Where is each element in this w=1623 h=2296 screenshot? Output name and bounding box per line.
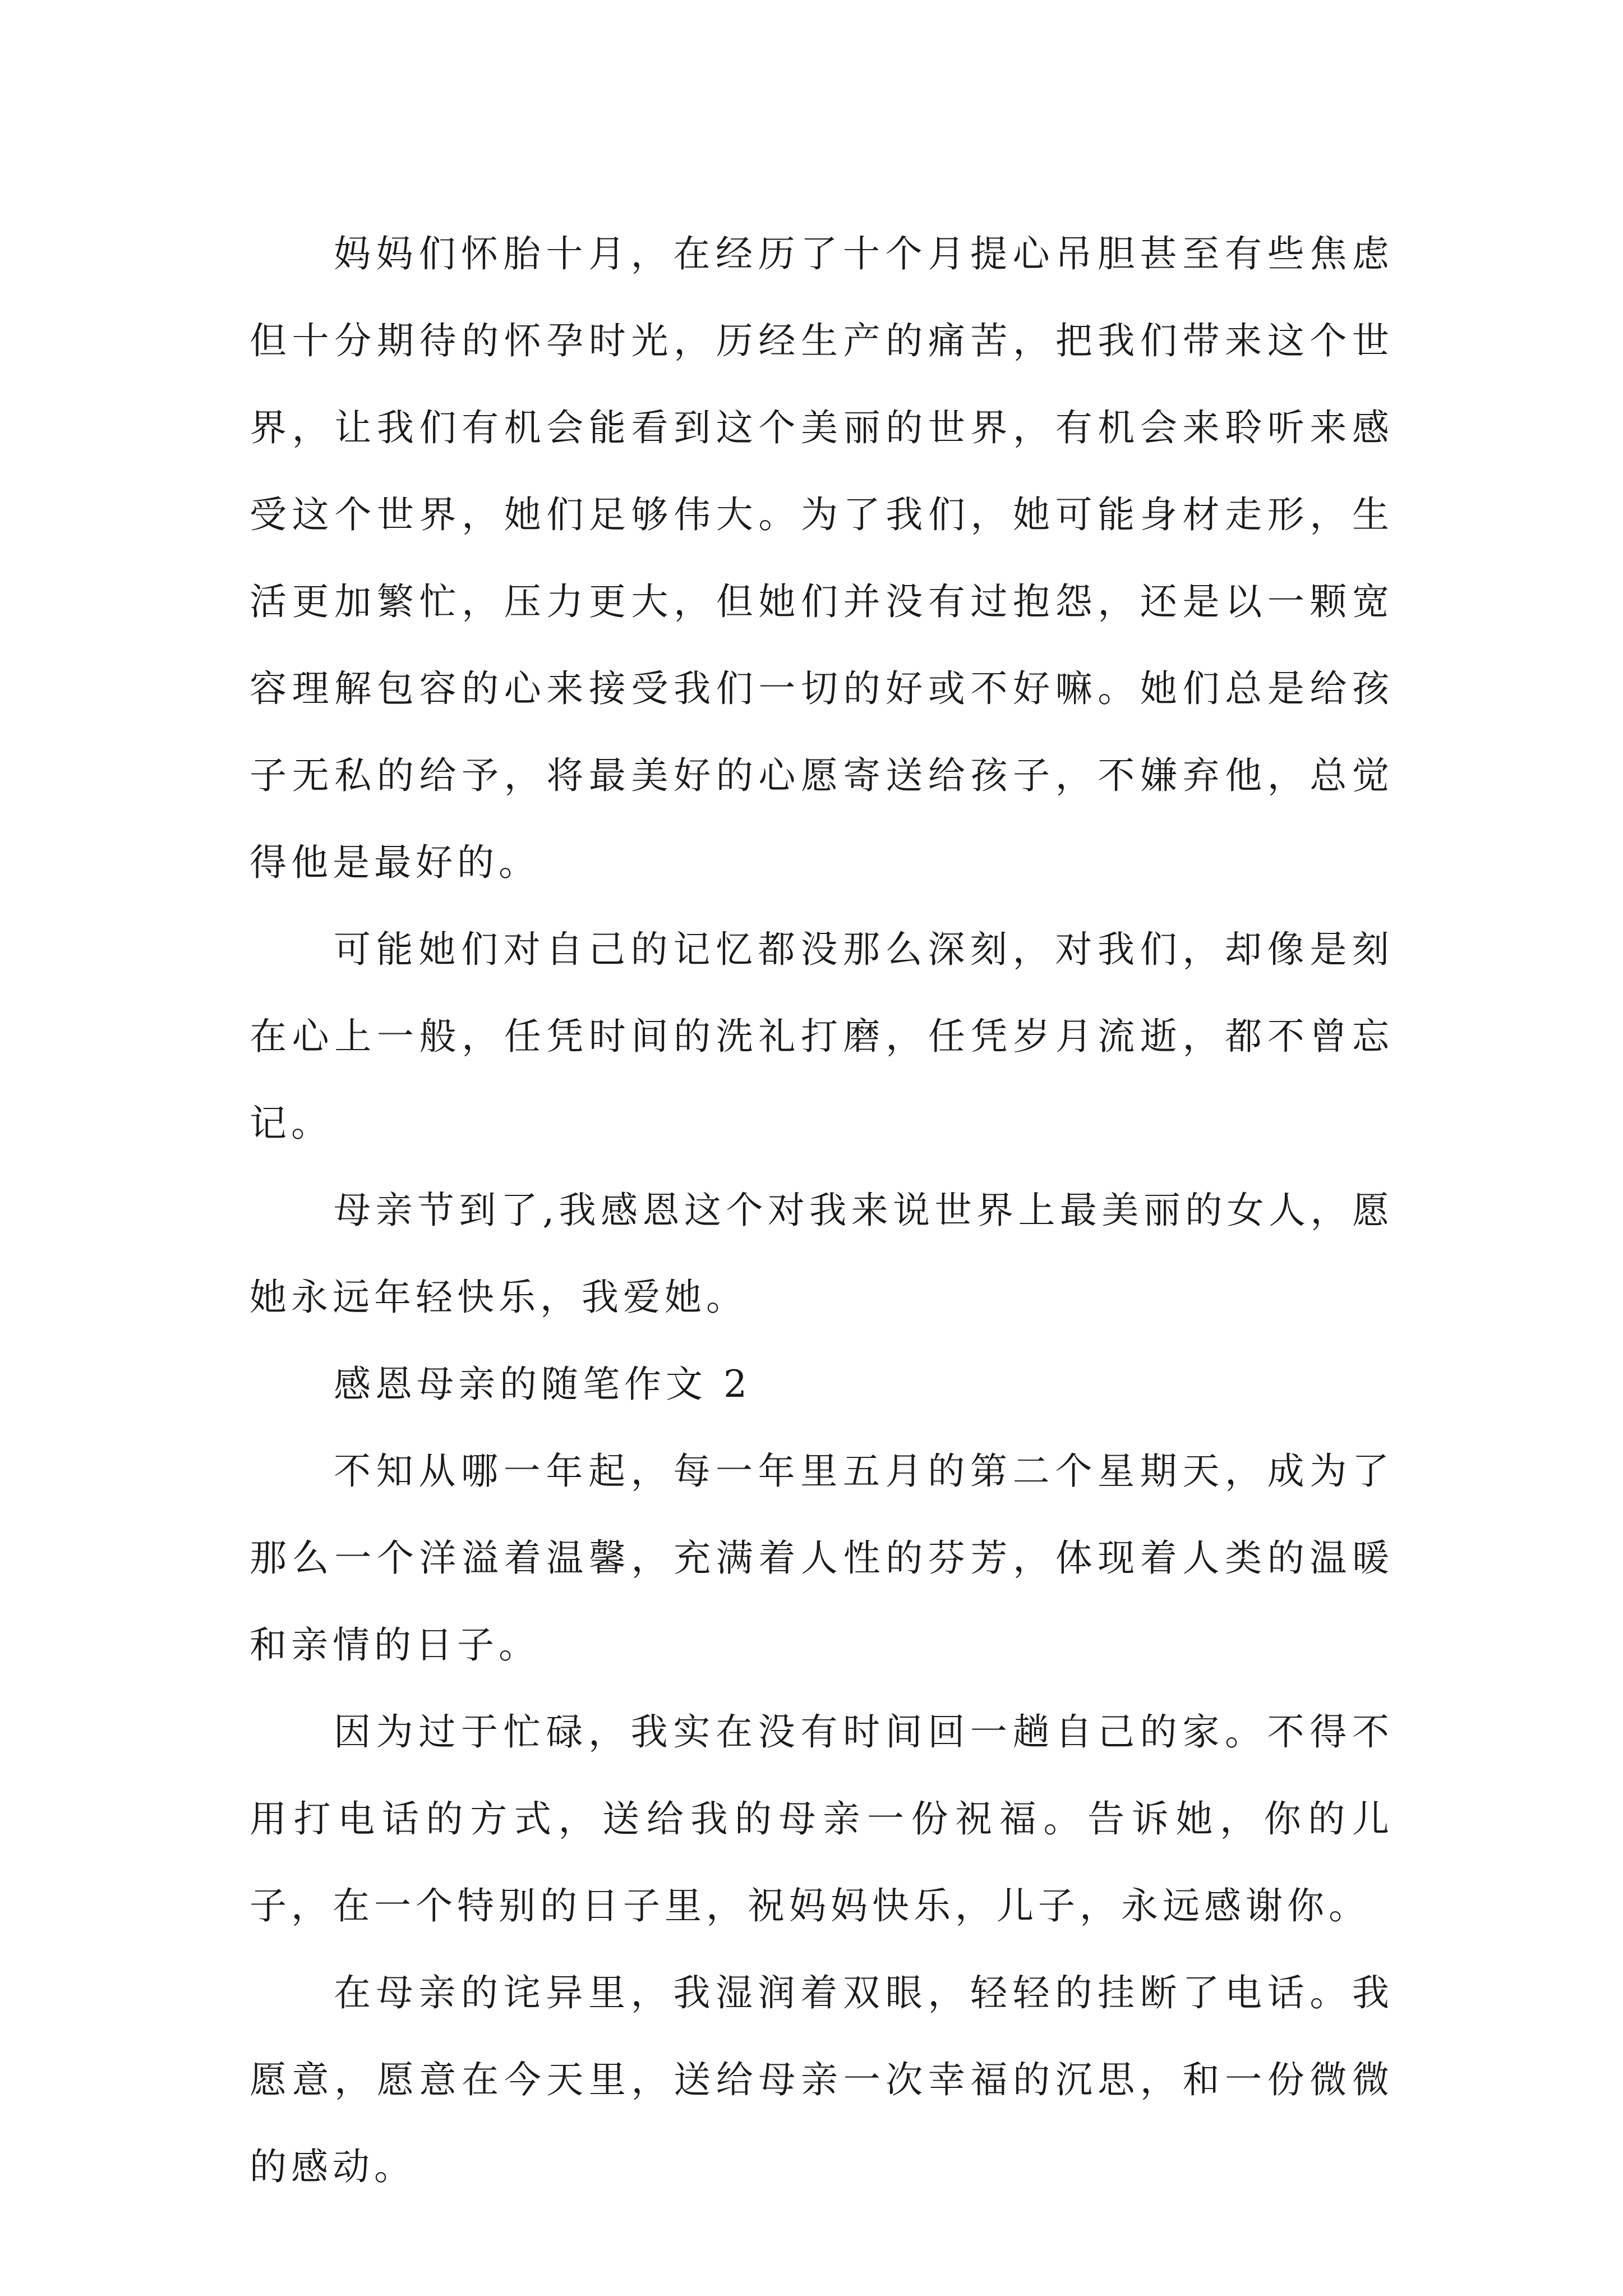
paragraph-2: 可能她们对自己的记忆都没那么深刻，对我们，却像是刻在心上一般，任凭时间的洗礼打磨，任凭岁月流逝，都不曾忘记。 — [250, 928, 1394, 1145]
paragraph-6: 在母亲的诧异里，我湿润着双眼，轻轻的挂断了电话。我愿意，愿意在今天里，送给母亲一次幸福的沉思，和一份微微的感动。 — [250, 1971, 1394, 2188]
paragraph-4: 不知从哪一年起，每一年里五月的第二个星期天，成为了那么一个洋溢着温馨，充满着人性的芬芳，体现着人类的温暖和亲情的日子。 — [250, 1450, 1394, 1667]
section-heading: 感恩母亲的随笔作文 2 — [334, 1363, 751, 1406]
paragraph-1: 妈妈们怀胎十月，在经历了十个月提心吊胆甚至有些焦虑但十分期待的怀孕时光，历经生产的痛苦，把我们带来这个世界，让我们有机会能看到这个美丽的世界，有机会来聆听来感受这个世界，她们足够伟大。为了我们，她可能身材走形，生活更加繁忙，压力更大，但她们并没有过抱怨，还是以一颗宽容理解包容的心来接受我们一切的好或不好嘛。她们总是给孩子无私的给予，将最美好的心愿寄送给孩子，不嫌弃他，总觉得他是最好的。 — [250, 232, 1394, 884]
paragraph-5: 因为过于忙碌，我实在没有时间回一趟自己的家。不得不用打电话的方式，送给我的母亲一份祝福。告诉她，你的儿子，在一个特别的日子里，祝妈妈快乐，儿子，永远感谢你。 — [250, 1710, 1394, 1927]
paragraph-3: 母亲节到了,我感恩这个对我来说世界上最美丽的女人，愿她永远年轻快乐，我爱她。 — [250, 1189, 1394, 1319]
document-body — [250, 210, 1394, 2210]
